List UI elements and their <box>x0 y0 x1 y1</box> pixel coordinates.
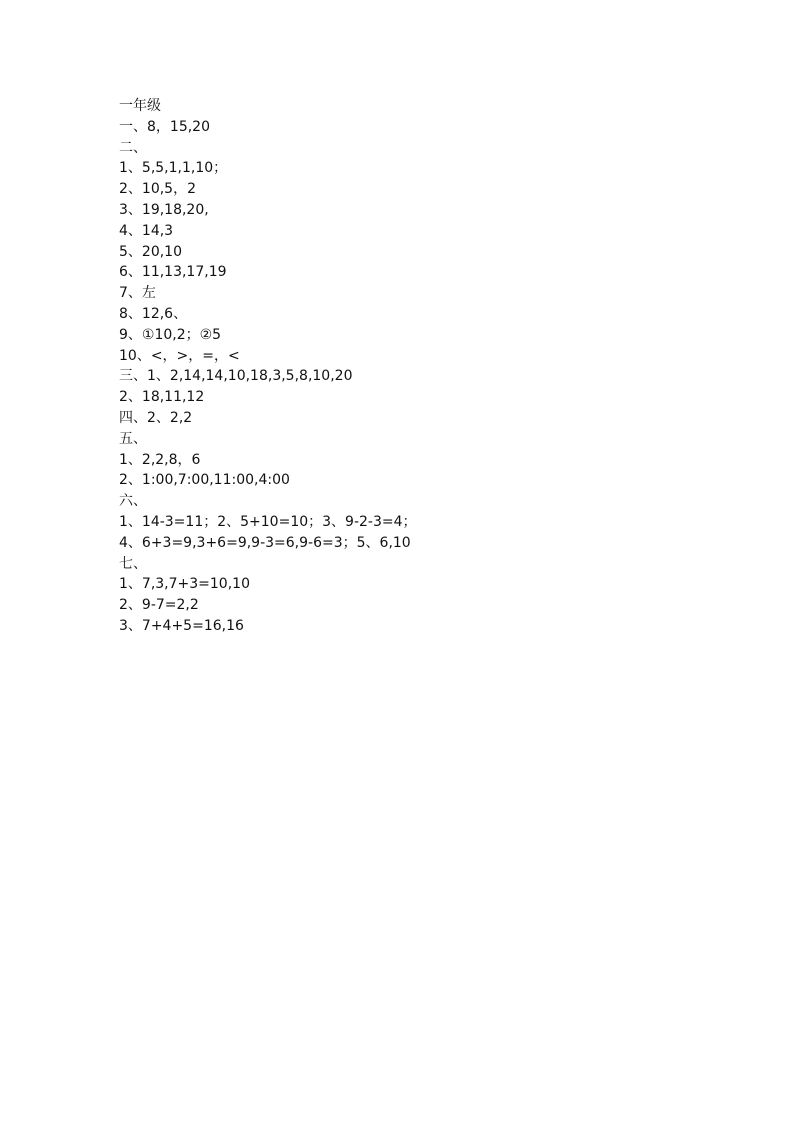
section-2-item-2: 2、10,5，2 <box>119 181 196 198</box>
section-2-item-3: 3、19,18,20, <box>119 201 209 218</box>
section-2-item-8: 8、12,6、 <box>119 305 188 322</box>
section-2-item-10: 10、<，>，=，< <box>119 347 240 364</box>
section-3-item-2: 2、18,11,12 <box>119 389 205 406</box>
section-7-heading: 七、 <box>119 555 147 572</box>
section-3-item-1: 三、1、2,14,14,10,18,3,5,8,10,20 <box>119 368 353 385</box>
section-7-item-3: 3、7+4+5=16,16 <box>119 617 244 634</box>
section-2-item-1: 1、5,5,1,1,10； <box>119 160 228 177</box>
section-6-items-1-3: 1、14-3=11；2、5+10=10；3、9-2-3=4； <box>119 513 417 530</box>
grade-title: 一年级 <box>119 98 161 114</box>
answer-key-text <box>119 96 719 637</box>
section-5-heading: 五、 <box>119 430 147 447</box>
section-7-item-1: 1、7,3,7+3=10,10 <box>119 576 250 593</box>
section-5-item-2: 2、1:00,7:00,11:00,4:00 <box>119 472 290 489</box>
section-2-item-7: 7、左 <box>119 285 156 302</box>
section-2-item-6: 6、11,13,17,19 <box>119 264 227 281</box>
section-2-item-4: 4、14,3 <box>119 222 174 239</box>
section-2-heading: 二、 <box>119 139 147 156</box>
section-6-heading: 六、 <box>119 493 147 510</box>
section-6-items-4-5: 4、6+3=9,3+6=9,9-3=6,9-6=3；5、6,10 <box>119 534 411 551</box>
section-5-item-1: 1、2,2,8，6 <box>119 451 201 468</box>
section-2-item-5: 5、20,10 <box>119 243 182 260</box>
section-4-answer: 四、2、2,2 <box>119 409 193 426</box>
section-1-answer: 一、8，15,20 <box>119 118 210 135</box>
section-7-item-2: 2、9-7=2,2 <box>119 597 199 614</box>
section-2-item-9: 9、①10,2；②5 <box>119 326 222 343</box>
